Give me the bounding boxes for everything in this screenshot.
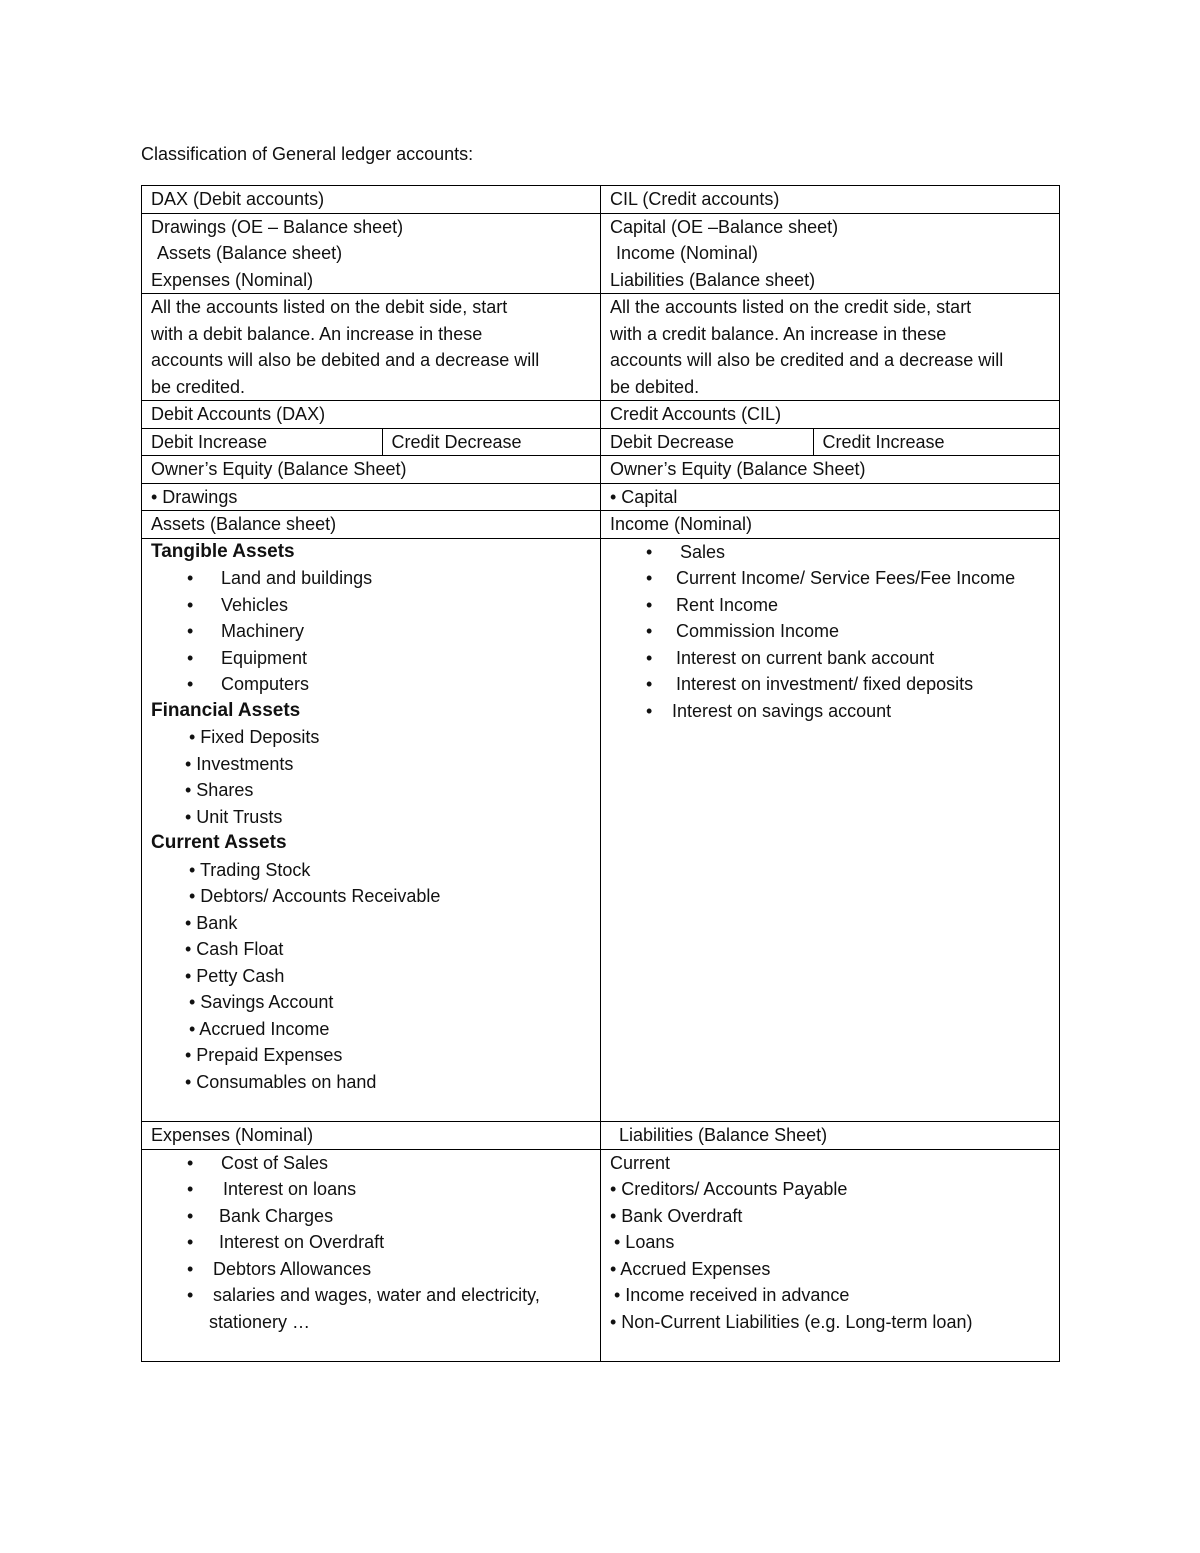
bullet-icon: • — [187, 621, 194, 641]
list-item: • Bank Charges — [151, 1203, 591, 1230]
credit-explanation-cell — [601, 294, 1060, 401]
list-item: • Vehicles — [151, 592, 591, 619]
debit-decrease-label: Debit Decrease — [610, 431, 735, 452]
explanation-line: All the accounts listed on the credit side, start — [610, 297, 972, 317]
bullet-icon: • — [646, 541, 653, 562]
list-item: • Petty Cash — [185, 965, 285, 986]
group-item: Expenses (Nominal) — [151, 269, 314, 290]
income-list-cell — [601, 538, 1060, 1122]
list-item: • Non-Current Liabilities (e.g. Long-term loan) — [610, 1311, 973, 1332]
accounts-row — [142, 401, 1060, 429]
list-item: • Interest on current bank account — [610, 645, 1050, 672]
liabilities-list-cell — [601, 1149, 1060, 1362]
liabilities-header-cell: Liabilities (Balance Sheet) — [601, 1122, 1060, 1150]
explanation-line: with a credit balance. An increase in these — [610, 323, 947, 344]
bullet-icon: • — [187, 594, 194, 615]
group-item: Assets (Balance sheet) — [157, 243, 343, 263]
assets-list-cell — [142, 538, 601, 1122]
credit-decrease-label: Credit Decrease — [382, 429, 600, 456]
assets-header-cell: Assets (Balance sheet) — [142, 511, 601, 539]
credit-header-cell: CIL (Credit accounts) — [601, 186, 1060, 214]
list-item: • Cash Float — [185, 939, 284, 959]
list-item: • Consumables on hand — [185, 1071, 377, 1092]
list-item: • Accrued Expenses — [610, 1258, 771, 1279]
debit-explanation-cell — [142, 294, 601, 401]
explanation-line: accounts will also be debited and a decrease will — [151, 350, 540, 370]
debit-movement-subtable — [142, 429, 600, 456]
credit-movement-cell — [601, 428, 1060, 456]
list-item: • Interest on loans — [151, 1176, 591, 1203]
bullet-icon: • — [646, 647, 653, 668]
debit-header-cell: DAX (Debit accounts) — [142, 186, 601, 214]
drawings-item: • Drawings — [142, 483, 601, 511]
list-item: • Shares — [185, 780, 254, 800]
debit-increase-label: Debit Increase — [151, 431, 268, 452]
bullet-icon: • — [187, 647, 194, 668]
list-item-continuation: stationery … — [209, 1311, 311, 1332]
group-item: Capital (OE –Balance sheet) — [610, 216, 839, 237]
debit-groups-cell — [142, 213, 601, 294]
explanation-line: be credited. — [151, 376, 246, 397]
bullet-icon: • — [187, 1232, 194, 1252]
explanation-line: accounts will also be credited and a decrease will — [610, 350, 1004, 370]
list-item: • Interest on investment/ fixed deposits — [610, 671, 1050, 698]
list-item: • Accrued Income — [189, 1018, 330, 1039]
list-item: • Income received in advance — [614, 1285, 850, 1305]
bullet-icon: • — [187, 1285, 194, 1305]
ledger-classification-table — [141, 185, 1060, 1362]
list-item: • Trading Stock — [189, 859, 311, 880]
credit-accounts-cell: Credit Accounts (CIL) — [601, 401, 1060, 429]
credit-equity-cell: Owner’s Equity (Balance Sheet) — [601, 456, 1060, 484]
explanation-row — [142, 294, 1060, 401]
debit-equity-cell: Owner’s Equity (Balance Sheet) — [142, 456, 601, 484]
bullet-icon: • — [646, 594, 653, 615]
list-item: • Savings Account — [189, 992, 334, 1012]
list-item: • Bank — [185, 912, 238, 933]
assets-income-body-row — [142, 538, 1060, 1122]
list-item: • Loans — [614, 1232, 675, 1252]
bullet-icon: • — [646, 700, 653, 721]
list-item: • Investments — [185, 753, 294, 774]
expenses-header-cell: Expenses (Nominal) — [142, 1122, 601, 1150]
group-item: Liabilities (Balance sheet) — [610, 269, 816, 290]
expenses-liabilities-body-row — [142, 1149, 1060, 1362]
list-item: • Bank Overdraft — [610, 1205, 743, 1226]
bullet-icon: • — [646, 621, 653, 641]
list-item: • Land and buildings — [151, 565, 591, 592]
financial-assets-heading: Financial Assets — [151, 699, 301, 721]
group-item: Drawings (OE – Balance sheet) — [151, 216, 404, 237]
bullet-icon: • — [187, 674, 194, 694]
current-liabilities-heading: Current — [610, 1152, 671, 1173]
list-item: • salaries and wages, water and electricity, — [151, 1282, 591, 1309]
list-item: • Equipment — [151, 645, 591, 672]
credit-increase-label: Credit Increase — [813, 429, 1059, 456]
list-item: • Cost of Sales — [151, 1150, 591, 1177]
income-header-cell: Income (Nominal) — [601, 511, 1060, 539]
capital-item: • Capital — [601, 483, 1060, 511]
credit-movement-subtable — [601, 429, 1059, 456]
list-item: • Rent Income — [610, 592, 1050, 619]
current-assets-heading: Current Assets — [151, 832, 287, 853]
list-item: • Debtors Allowances — [151, 1256, 591, 1283]
bullet-icon: • — [187, 1179, 194, 1199]
list-item: • Current Income/ Service Fees/Fee Income — [610, 565, 1050, 592]
list-item: • Unit Trusts — [185, 806, 283, 827]
page-title: Classification of General ledger accounts: — [141, 144, 474, 164]
list-item: • Commission Income — [610, 618, 1050, 645]
list-item: • Creditors/ Accounts Payable — [610, 1179, 848, 1199]
list-item: • Machinery — [151, 618, 591, 645]
list-item: • Interest on Overdraft — [151, 1229, 591, 1256]
credit-groups-cell — [601, 213, 1060, 294]
explanation-line: with a debit balance. An increase in these — [151, 323, 483, 344]
list-item: • Prepaid Expenses — [185, 1045, 343, 1065]
groups-row — [142, 213, 1060, 294]
bullet-icon: • — [187, 1258, 194, 1279]
bullet-icon: • — [187, 568, 194, 588]
explanation-line: be debited. — [610, 376, 700, 397]
expenses-liabilities-header-row — [142, 1122, 1060, 1150]
header-row — [142, 186, 1060, 214]
list-item: • Interest on savings account — [610, 698, 1050, 725]
bullet-icon: • — [646, 674, 653, 694]
list-item: • Sales — [610, 539, 1050, 566]
list-item: • Fixed Deposits — [189, 727, 320, 747]
expenses-list-cell — [142, 1149, 601, 1362]
movement-row — [142, 428, 1060, 456]
list-item: • Debtors/ Accounts Receivable — [189, 886, 441, 906]
bullet-icon: • — [646, 568, 653, 588]
list-item: • Computers — [151, 671, 591, 698]
equity-row — [142, 456, 1060, 484]
group-item: Income (Nominal) — [616, 243, 759, 263]
explanation-line: All the accounts listed on the debit side, start — [151, 297, 508, 317]
equity-items-row — [142, 483, 1060, 511]
assets-income-header-row — [142, 511, 1060, 539]
bullet-icon: • — [187, 1152, 194, 1173]
tangible-assets-heading: Tangible Assets — [151, 540, 295, 562]
bullet-icon: • — [187, 1205, 194, 1226]
debit-movement-cell — [142, 428, 601, 456]
debit-accounts-cell: Debit Accounts (DAX) — [142, 401, 601, 429]
